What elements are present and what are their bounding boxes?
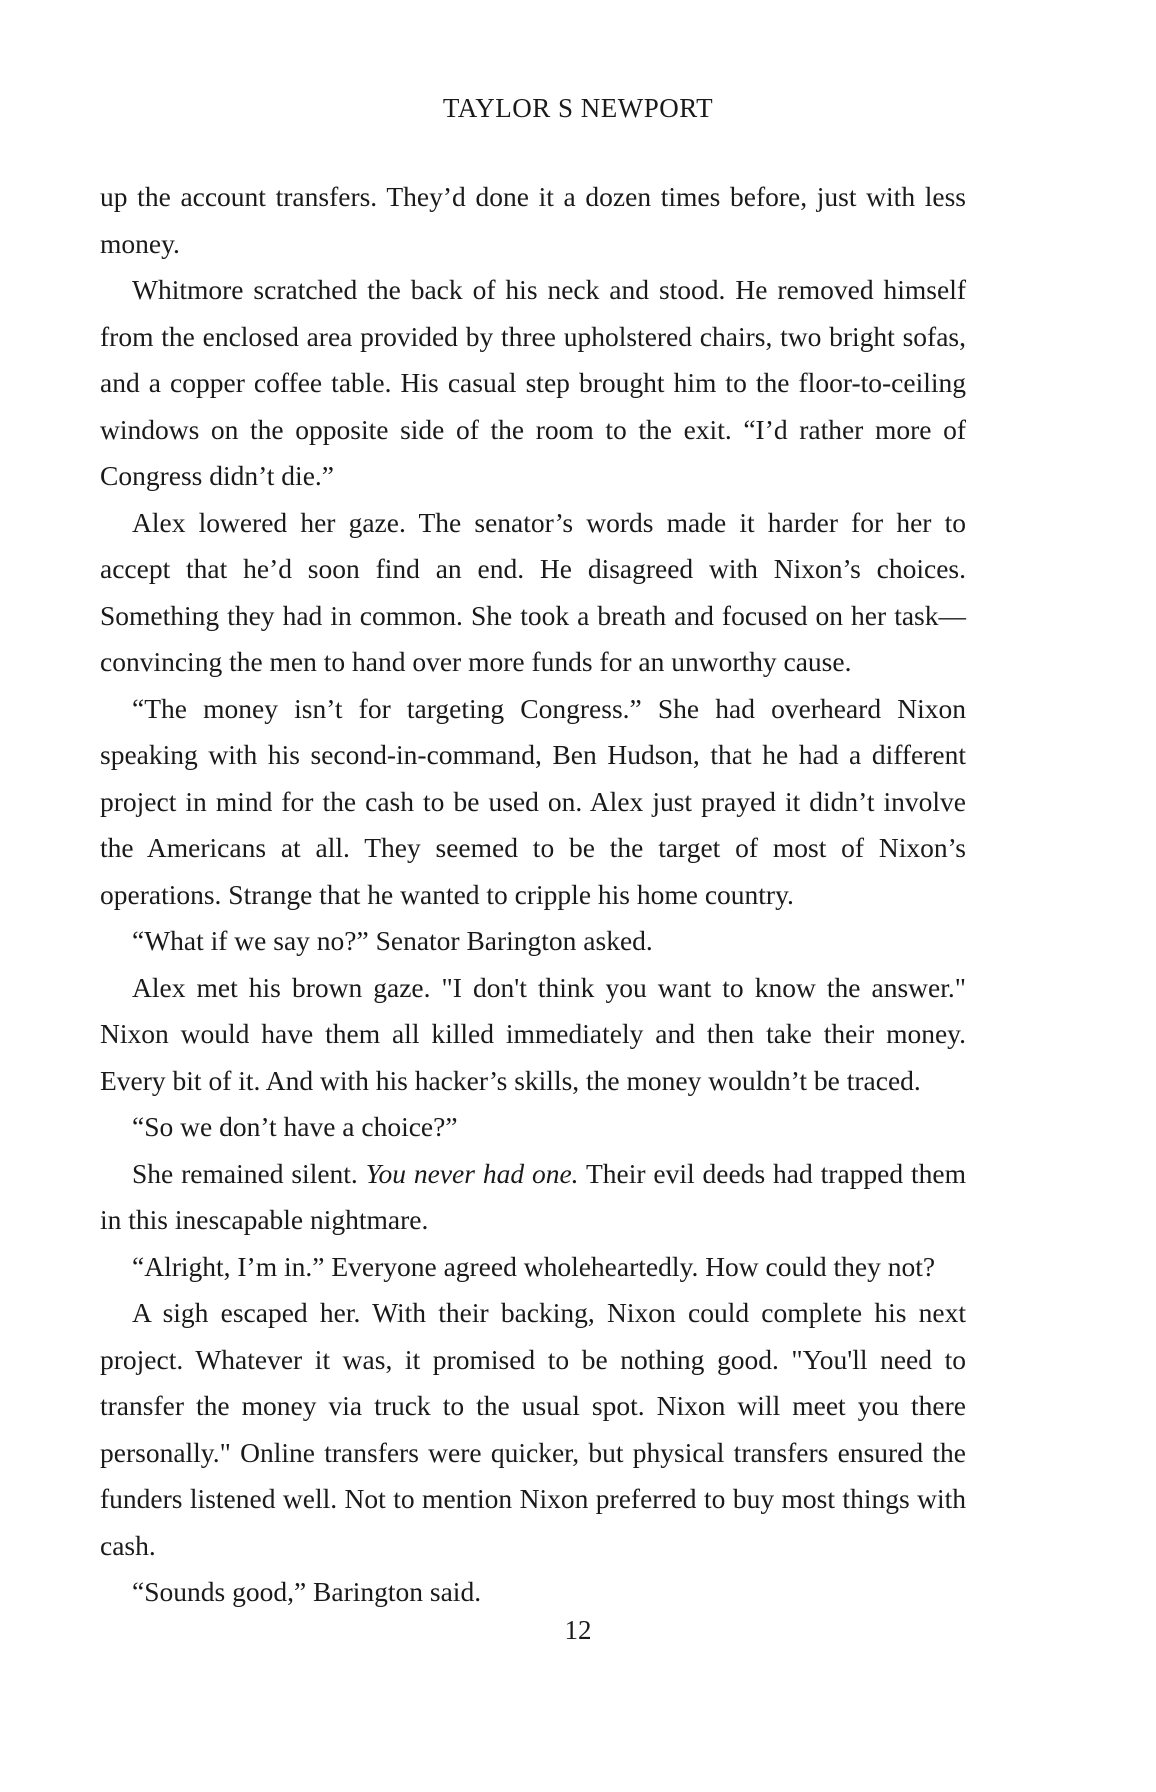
paragraph-7: “So we don’t have a choice?” (132, 1111, 458, 1142)
paragraph-4: “The money isn’t for targeting Congress.” She had overheard Nixon speaking with his second-in-command, Ben Hudson, that he had a different project in mind for the cash to be used on. Alex just prayed it didn’t involve the Americans at all. They seemed to be the target of most of Nixon’s operations. Strange that he wanted to cripple his home country. (100, 692, 966, 910)
paragraph-8-tail: Their evil deeds had trapped them in this inescapable nightmare. (100, 1157, 966, 1235)
paragraph-11: “Sounds good,” Barington said. (132, 1576, 482, 1607)
paragraph-8-lead: She remained silent. (132, 1157, 366, 1189)
paragraph-10: A sigh escaped her. With their backing, Nixon could complete his next project. Whatever it was, it promised to be nothing good. "You'll need to transfer the money via truck to the usual spot. Nixon will meet you there personally." Online transfers were quicker, but physical transfers ensured the funders listened well. Not to mention Nixon preferred to buy most things with cash. (100, 1297, 966, 1561)
paragraph-9: “Alright, I’m in.” Everyone agreed wholeheartedly. How could they not? (132, 1250, 936, 1282)
paragraph-8 (100, 1151, 966, 1244)
paragraph-2: Whitmore scratched the back of his neck and stood. He removed himself from the enclosed area provided by three upholstered chairs, two bright sofas, and a copper coffee table. His casual step brought him to the floor-to-ceiling windows on the opposite side of the room to the exit. “I’d rather more of Congress didn’t die.” (100, 274, 966, 491)
paragraph-5: “What if we say no?” Senator Barington asked. (132, 925, 653, 956)
running-head: TAYLOR S NEWPORT (442, 93, 714, 123)
paragraph-3: Alex lowered her gaze. The senator’s words made it harder for her to accept that he’d soon find an end. He disagreed with Nixon’s choices. Something they had in common. She took a breath and focused on her task—convincing the men to hand over more funds for an unworthy cause. (100, 506, 966, 677)
body-text (100, 174, 966, 1616)
paragraph-1: up the account transfers. They’d done it a dozen times before, just with less money. (100, 181, 966, 259)
italic-thought: You never had one. (365, 1157, 579, 1189)
page-number: 12 (564, 1615, 592, 1645)
paragraph-6: Alex met his brown gaze. "I don't think you want to know the answer." Nixon would have them all killed immediately and then take their money. Every bit of it. And with his hacker’s skills, the money wouldn’t be traced. (100, 971, 966, 1096)
